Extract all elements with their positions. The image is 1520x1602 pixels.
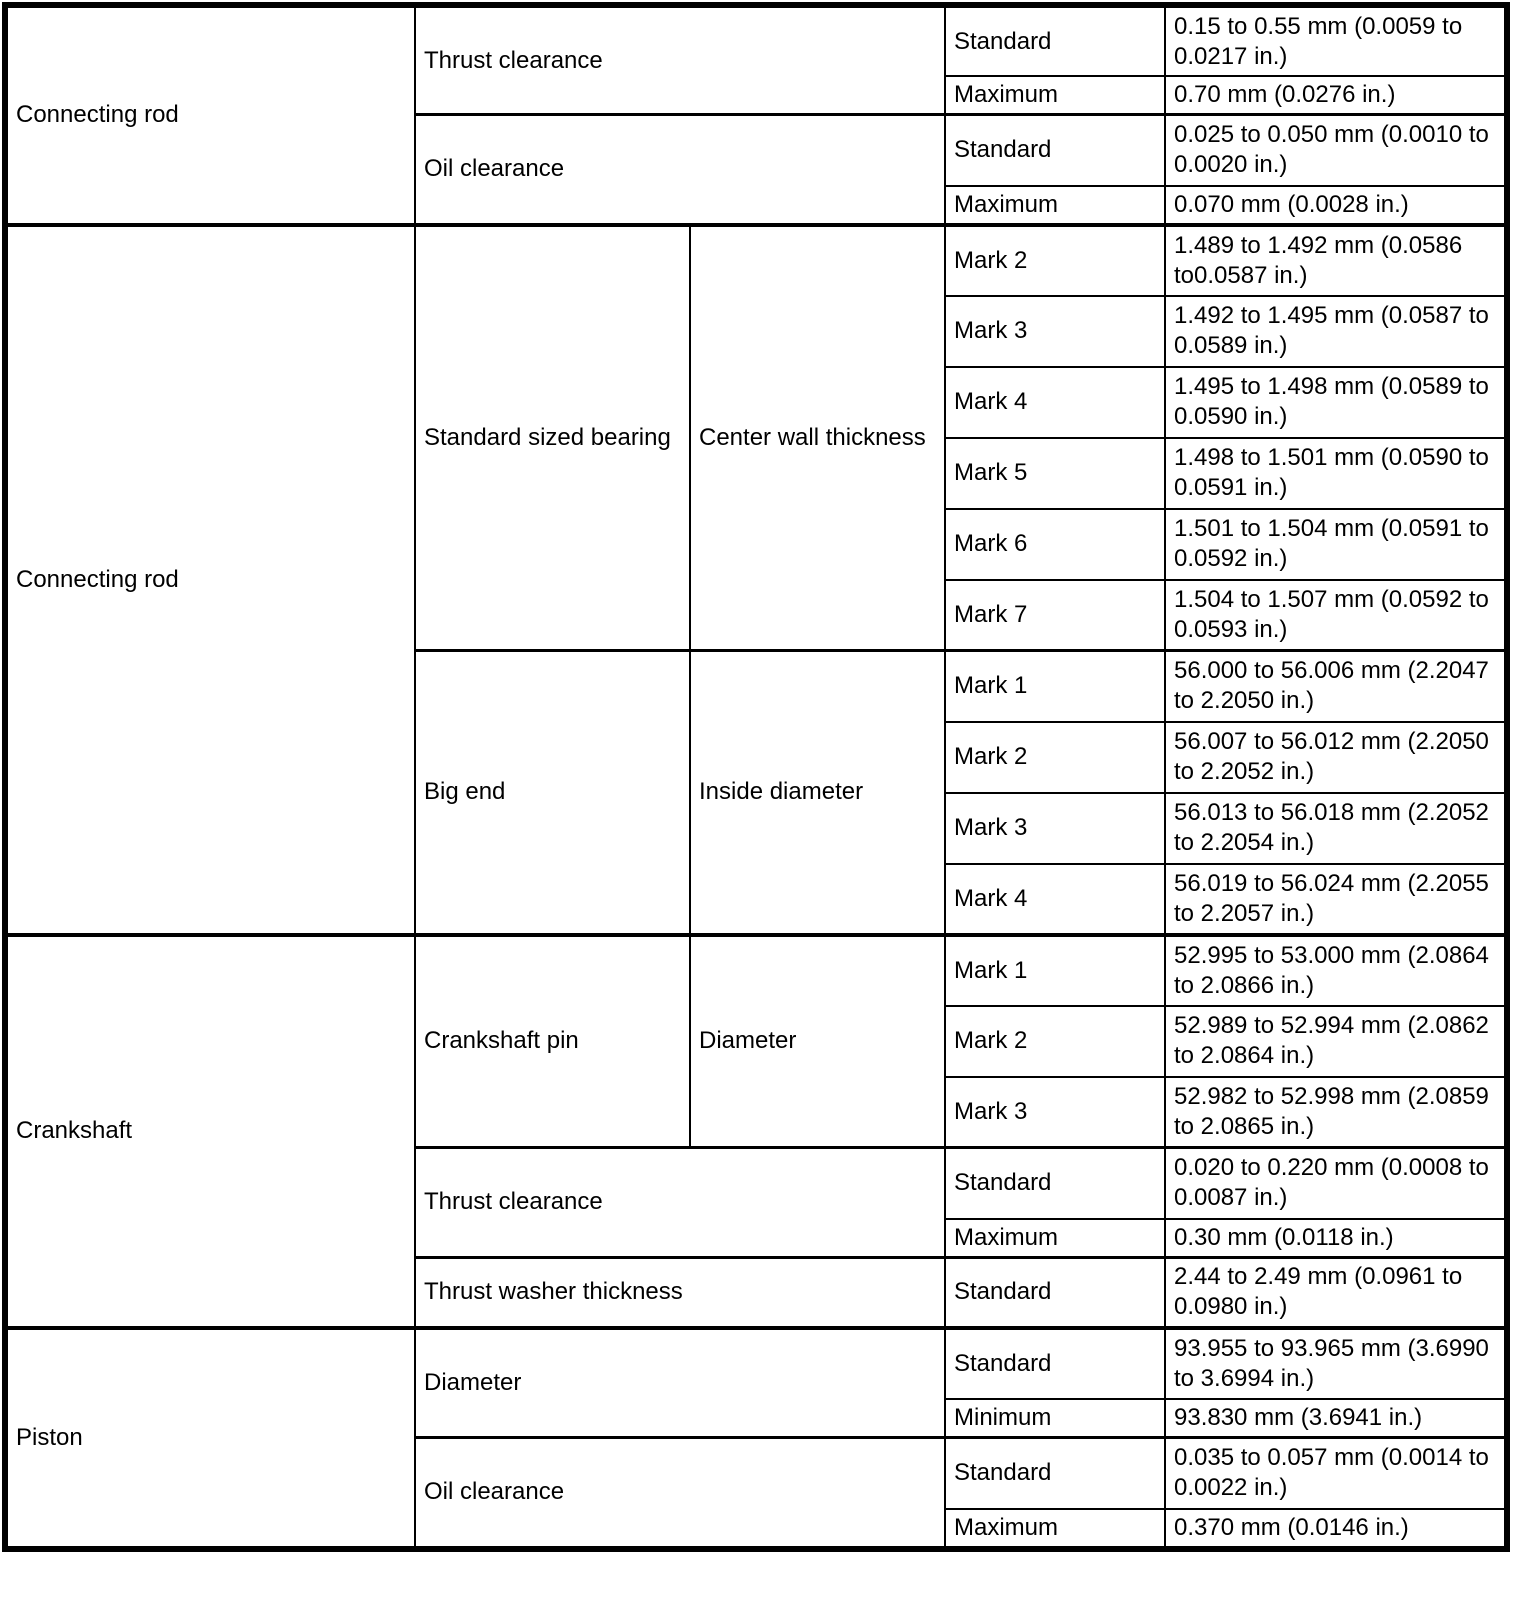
spec-label-cell: Mark 5 <box>945 438 1165 509</box>
value-cell: 56.019 to 56.024 mm (2.2055 to 2.2057 in.) <box>1165 864 1507 935</box>
value-cell: 0.025 to 0.050 mm (0.0010 to 0.0020 in.) <box>1165 115 1507 186</box>
spec-label-cell: Maximum <box>945 1219 1165 1258</box>
value-cell: 1.495 to 1.498 mm (0.0589 to 0.0590 in.) <box>1165 367 1507 438</box>
component-cell: Connecting rod <box>5 5 415 225</box>
spec-label-cell: Mark 1 <box>945 935 1165 1006</box>
group-label-cell: Thrust clearance <box>415 5 945 115</box>
value-cell: 0.30 mm (0.0118 in.) <box>1165 1219 1507 1258</box>
value-cell: 1.501 to 1.504 mm (0.0591 to 0.0592 in.) <box>1165 509 1507 580</box>
spec-label-cell: Maximum <box>945 1509 1165 1549</box>
group-label-cell: Crankshaft pin <box>415 935 690 1148</box>
spec-label-cell: Maximum <box>945 76 1165 115</box>
spec-label-cell: Standard <box>945 5 1165 76</box>
value-cell: 2.44 to 2.49 mm (0.0961 to 0.0980 in.) <box>1165 1257 1507 1328</box>
table-row <box>5 225 1507 296</box>
component-cell: Crankshaft <box>5 935 415 1329</box>
spec-label-cell: Mark 7 <box>945 580 1165 651</box>
spec-label-cell: Mark 3 <box>945 793 1165 864</box>
table-row <box>5 5 1507 76</box>
value-cell: 93.830 mm (3.6941 in.) <box>1165 1399 1507 1438</box>
engine-spec-table <box>2 2 1510 1552</box>
value-cell: 1.489 to 1.492 mm (0.0586 to0.0587 in.) <box>1165 225 1507 296</box>
subgroup-label-cell: Diameter <box>690 935 945 1148</box>
spec-label-cell: Mark 3 <box>945 1077 1165 1148</box>
spec-label-cell: Standard <box>945 1328 1165 1399</box>
spec-label-cell: Mark 2 <box>945 722 1165 793</box>
value-cell: 1.498 to 1.501 mm (0.0590 to 0.0591 in.) <box>1165 438 1507 509</box>
value-cell: 52.982 to 52.998 mm (2.0859 to 2.0865 in.) <box>1165 1077 1507 1148</box>
value-cell: 1.504 to 1.507 mm (0.0592 to 0.0593 in.) <box>1165 580 1507 651</box>
value-cell: 0.15 to 0.55 mm (0.0059 to 0.0217 in.) <box>1165 5 1507 76</box>
value-cell: 56.013 to 56.018 mm (2.2052 to 2.2054 in.) <box>1165 793 1507 864</box>
group-label-cell: Thrust clearance <box>415 1148 945 1258</box>
value-cell: 93.955 to 93.965 mm (3.6990 to 3.6994 in.) <box>1165 1328 1507 1399</box>
spec-label-cell: Maximum <box>945 186 1165 225</box>
subgroup-label-cell: Center wall thickness <box>690 225 945 651</box>
spec-label-cell: Standard <box>945 1257 1165 1328</box>
group-label-cell: Standard sized bearing <box>415 225 690 651</box>
value-cell: 56.000 to 56.006 mm (2.2047 to 2.2050 in.) <box>1165 651 1507 722</box>
value-cell: 0.370 mm (0.0146 in.) <box>1165 1509 1507 1549</box>
value-cell: 52.995 to 53.000 mm (2.0864 to 2.0866 in.) <box>1165 935 1507 1006</box>
spec-label-cell: Mark 4 <box>945 367 1165 438</box>
spec-label-cell: Minimum <box>945 1399 1165 1438</box>
table-row <box>5 935 1507 1006</box>
spec-label-cell: Standard <box>945 1148 1165 1219</box>
table-row <box>5 1328 1507 1399</box>
value-cell: 0.70 mm (0.0276 in.) <box>1165 76 1507 115</box>
value-cell: 56.007 to 56.012 mm (2.2050 to 2.2052 in.) <box>1165 722 1507 793</box>
group-label-cell: Oil clearance <box>415 1438 945 1549</box>
spec-label-cell: Mark 3 <box>945 296 1165 367</box>
component-cell: Connecting rod <box>5 225 415 935</box>
group-label-cell: Oil clearance <box>415 115 945 225</box>
subgroup-label-cell: Inside diameter <box>690 651 945 935</box>
group-label-cell: Thrust washer thickness <box>415 1257 945 1328</box>
value-cell: 0.070 mm (0.0028 in.) <box>1165 186 1507 225</box>
component-cell: Piston <box>5 1328 415 1549</box>
spec-label-cell: Mark 2 <box>945 1006 1165 1077</box>
spec-label-cell: Mark 6 <box>945 509 1165 580</box>
spec-label-cell: Standard <box>945 115 1165 186</box>
value-cell: 52.989 to 52.994 mm (2.0862 to 2.0864 in.) <box>1165 1006 1507 1077</box>
group-label-cell: Big end <box>415 651 690 935</box>
spec-label-cell: Mark 4 <box>945 864 1165 935</box>
spec-label-cell: Mark 2 <box>945 225 1165 296</box>
group-label-cell: Diameter <box>415 1328 945 1438</box>
value-cell: 0.020 to 0.220 mm (0.0008 to 0.0087 in.) <box>1165 1148 1507 1219</box>
value-cell: 0.035 to 0.057 mm (0.0014 to 0.0022 in.) <box>1165 1438 1507 1509</box>
value-cell: 1.492 to 1.495 mm (0.0587 to 0.0589 in.) <box>1165 296 1507 367</box>
spec-label-cell: Mark 1 <box>945 651 1165 722</box>
spec-label-cell: Standard <box>945 1438 1165 1509</box>
